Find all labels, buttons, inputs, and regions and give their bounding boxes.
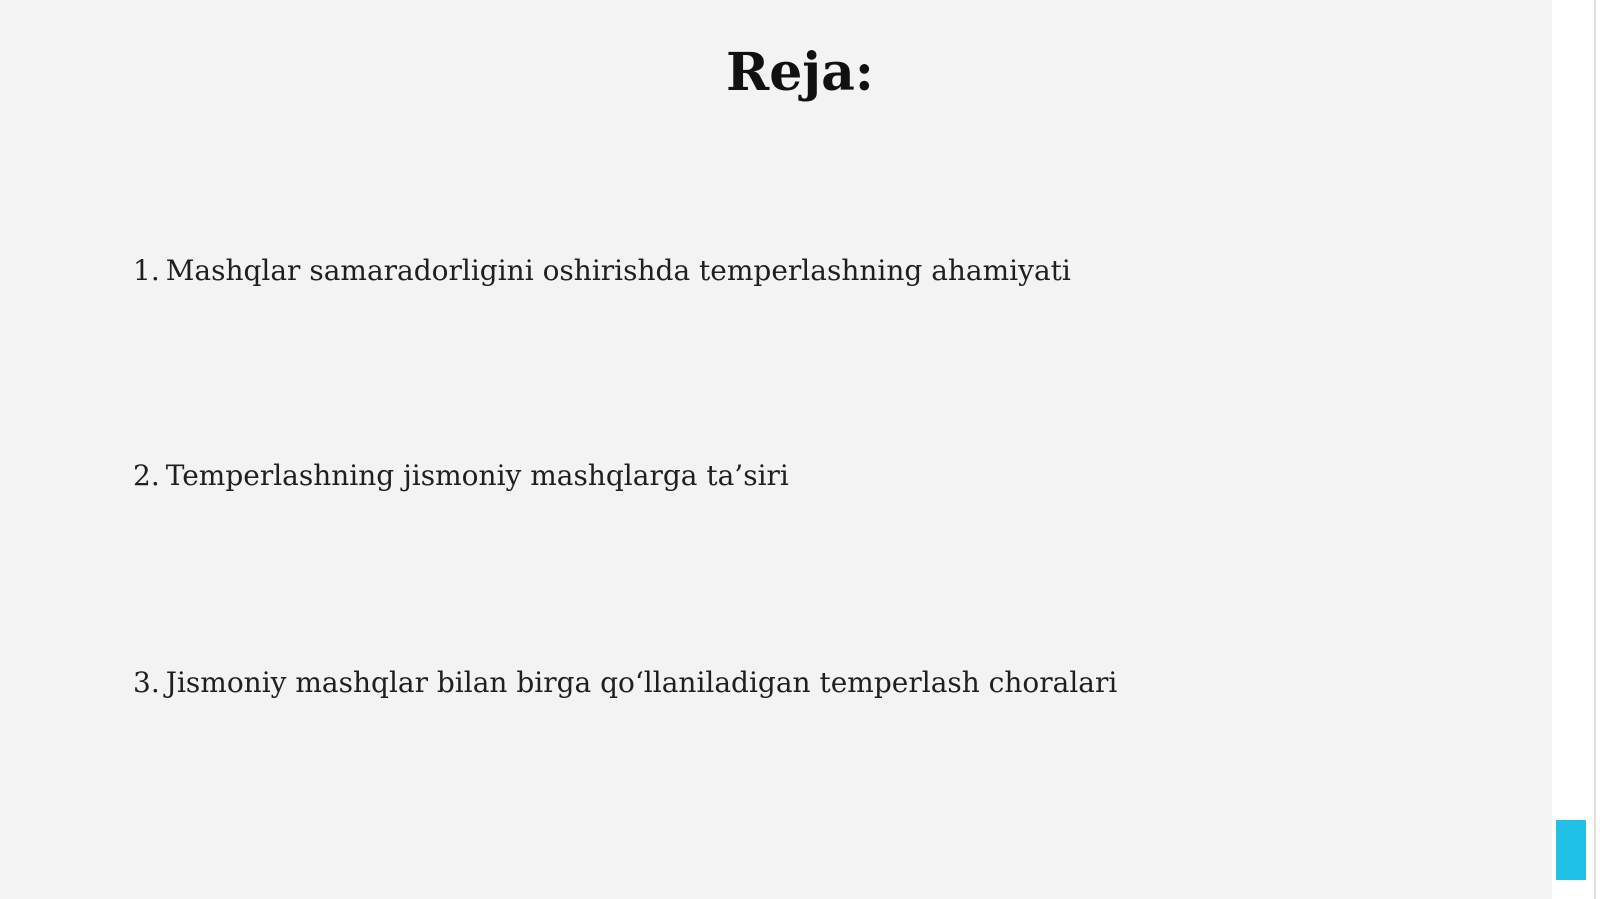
plan-item-number: 3.: [133, 666, 160, 699]
scroll-gutter: [1552, 0, 1600, 899]
plan-item-text: Temperlashning jismoniy mashqlarga ta’siri: [165, 459, 789, 492]
plan-item-text: Mashqlar samaradorligini oshirishda temperlashning ahamiyati: [165, 254, 1071, 287]
plan-item: [133, 251, 1071, 291]
plan-item: [133, 663, 1117, 703]
slide-title: Reja:: [725, 42, 874, 103]
plan-item-number: 1.: [133, 254, 160, 287]
plan-item: [133, 456, 789, 496]
gutter-divider: [1594, 0, 1596, 899]
plan-item-text: Jismoniy mashqlar bilan birga qo‘llaniladigan temperlash choralari: [165, 666, 1118, 699]
scrollbar-thumb[interactable]: [1556, 820, 1586, 880]
plan-item-number: 2.: [133, 459, 160, 492]
